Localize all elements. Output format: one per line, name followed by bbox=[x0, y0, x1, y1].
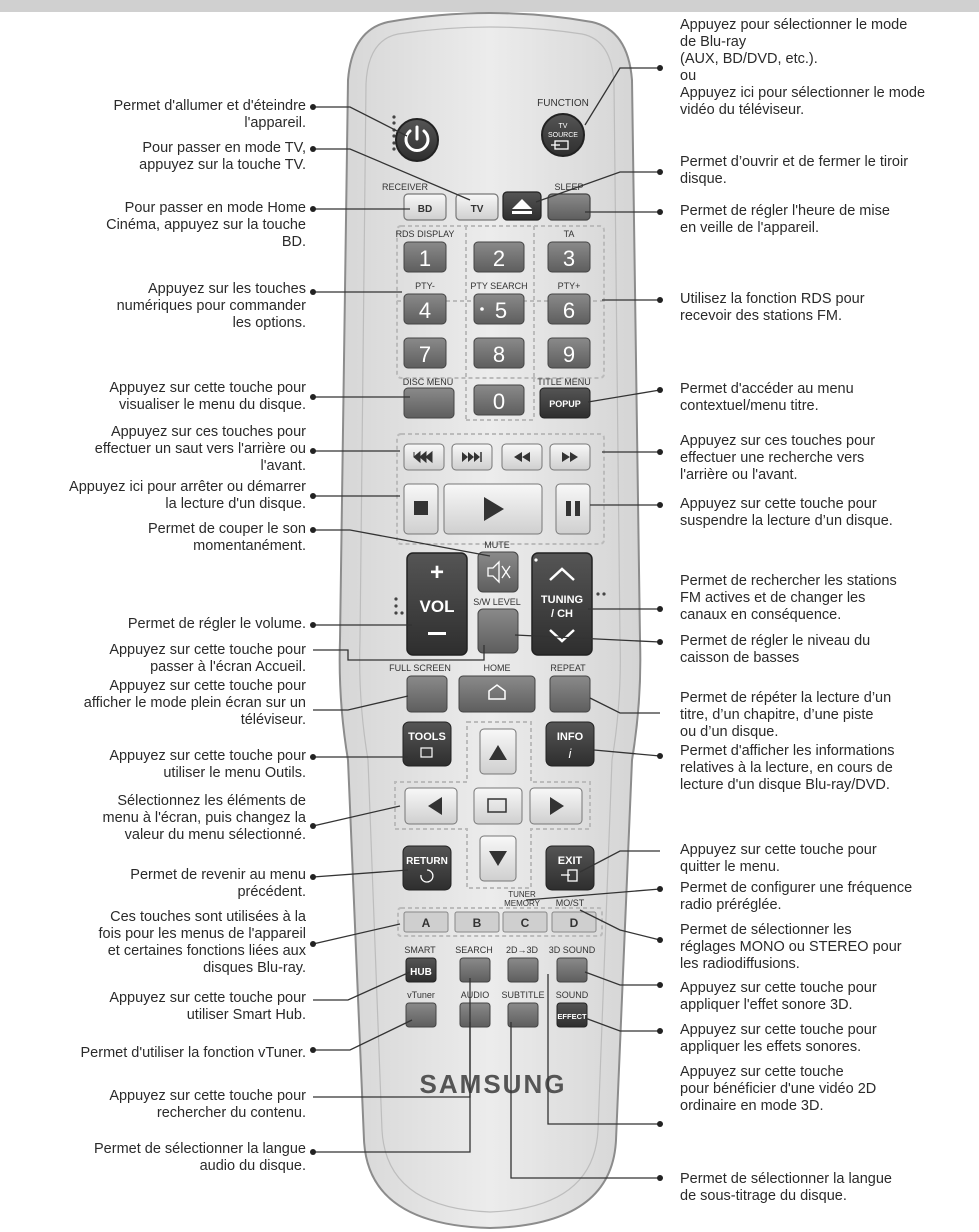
svg-text:2D→3D: 2D→3D bbox=[505, 945, 539, 955]
label-full-screen: Appuyez sur cette touche pour afficher le mode plein écran sur un téléviseur. bbox=[83, 678, 306, 728]
label-skip: Appuyez sur ces touches pour effectuer un saut vers l'arrière ou l'avant. bbox=[94, 424, 306, 474]
svg-text:BD: BD bbox=[417, 204, 433, 215]
svg-text:SMART: SMART bbox=[404, 945, 436, 955]
label-disc-menu: Appuyez sur cette touche pour visualiser le menu du disque. bbox=[109, 380, 306, 413]
svg-text:8: 8 bbox=[492, 342, 506, 367]
svg-text:MUTE: MUTE bbox=[484, 540, 510, 550]
svg-text:DISC MENU: DISC MENU bbox=[402, 377, 454, 387]
label-tuning: Permet de rechercher les stations FM actives et de changer les canaux en conséquence. bbox=[680, 573, 897, 623]
svg-text:/ CH: / CH bbox=[551, 608, 573, 620]
svg-text:1: 1 bbox=[418, 246, 432, 271]
svg-text:FULL SCREEN: FULL SCREEN bbox=[389, 663, 451, 673]
svg-text:A: A bbox=[421, 916, 431, 930]
svg-text:3D SOUND: 3D SOUND bbox=[548, 945, 596, 955]
label-subtitle: Permet de sélectionner la langue de sous-titrage du disque. bbox=[680, 1171, 892, 1204]
svg-text:3: 3 bbox=[562, 246, 576, 271]
label-rds: Utilisez la fonction RDS pour recevoir des stations FM. bbox=[680, 291, 865, 324]
label-power: Permet d'allumer et d'éteindre l'appareil. bbox=[113, 98, 306, 131]
label-info: Permet d'afficher les informations relatives à la lecture, en cours de lecture d'un disque Blu-ray/DVD. bbox=[680, 743, 895, 793]
svg-text:TV: TV bbox=[470, 204, 484, 215]
label-tv: Pour passer en mode TV, appuyez sur la touche TV. bbox=[139, 140, 306, 173]
svg-text:POPUP: POPUP bbox=[549, 399, 581, 409]
svg-text:4: 4 bbox=[418, 298, 432, 323]
svg-text:SUBTITLE: SUBTITLE bbox=[501, 990, 545, 1000]
label-bd: Pour passer en mode Home Cinéma, appuyez sur la touche BD. bbox=[106, 200, 306, 250]
svg-text:HUB: HUB bbox=[410, 967, 432, 978]
svg-text:RETURN: RETURN bbox=[406, 856, 448, 867]
label-3d-sound: Appuyez sur cette touche pour appliquer l'effet sonore 3D. bbox=[680, 980, 877, 1013]
svg-text:D: D bbox=[569, 916, 579, 930]
label-smart-hub: Appuyez sur cette touche pour utiliser Smart Hub. bbox=[109, 990, 306, 1023]
svg-text:AUDIO: AUDIO bbox=[460, 990, 490, 1000]
svg-text:TUNER: TUNER bbox=[508, 890, 536, 899]
label-audio: Permet de sélectionner la langue audio du disque. bbox=[94, 1141, 306, 1174]
svg-text:TITLE MENU: TITLE MENU bbox=[537, 377, 591, 387]
label-sleep: Permet de régler l'heure de mise en veille de l'appareil. bbox=[680, 203, 890, 236]
svg-text:SLEEP: SLEEP bbox=[554, 182, 584, 192]
svg-text:TUNING: TUNING bbox=[540, 594, 584, 606]
svg-text:PTY-: PTY- bbox=[415, 281, 435, 291]
svg-text:MO/ST: MO/ST bbox=[555, 898, 585, 908]
svg-text:i: i bbox=[568, 746, 572, 761]
label-return: Permet de revenir au menu précédent. bbox=[130, 867, 306, 900]
label-eject: Permet d’ouvrir et de fermer le tiroir disque. bbox=[680, 154, 909, 187]
label-stop-play: Appuyez ici pour arrêter ou démarrer la lecture d'un disque. bbox=[69, 479, 306, 512]
svg-text:PTY+: PTY+ bbox=[557, 281, 581, 291]
svg-text:TA: TA bbox=[563, 229, 575, 239]
label-pause: Appuyez sur cette touche pour suspendre la lecture d’un disque. bbox=[680, 496, 893, 529]
label-nav: Sélectionnez les éléments de menu à l'écran, puis changez la valeur du menu sélectionné. bbox=[102, 793, 306, 843]
svg-text:VOL: VOL bbox=[419, 597, 455, 616]
label-abcd: Ces touches sont utilisées à la fois pour les menus de l'appareil et certaines fonctions liées aux disques Blu-ray. bbox=[98, 909, 306, 976]
svg-text:vTuner: vTuner bbox=[407, 990, 435, 1000]
label-mo-st: Permet de sélectionner les réglages MONO ou STEREO pour les radiodiffusions. bbox=[680, 922, 902, 972]
svg-text:REPEAT: REPEAT bbox=[550, 663, 586, 673]
svg-text:EFFECT: EFFECT bbox=[557, 1012, 587, 1021]
svg-text:INFO: INFO bbox=[556, 731, 584, 743]
label-search: Appuyez sur cette touche pour rechercher du contenu. bbox=[109, 1088, 306, 1121]
svg-text:B: B bbox=[472, 916, 482, 930]
label-home: Appuyez sur cette touche pour passer à l'écran Accueil. bbox=[109, 642, 306, 675]
label-numbers: Appuyez sur les touches numériques pour commander les options. bbox=[116, 281, 306, 331]
svg-text:TOOLS: TOOLS bbox=[408, 731, 446, 743]
svg-text:EXIT: EXIT bbox=[557, 855, 583, 867]
svg-text:RDS DISPLAY: RDS DISPLAY bbox=[395, 229, 455, 239]
svg-text:MEMORY: MEMORY bbox=[504, 899, 540, 908]
svg-text:7: 7 bbox=[418, 342, 432, 367]
svg-text:SOURCE: SOURCE bbox=[548, 132, 578, 139]
svg-text:+: + bbox=[429, 559, 445, 586]
svg-text:SEARCH: SEARCH bbox=[455, 945, 493, 955]
svg-text:9: 9 bbox=[562, 342, 576, 367]
svg-text:0: 0 bbox=[492, 389, 506, 414]
label-sound-effect: Appuyez sur cette touche pour appliquer les effets sonores. bbox=[680, 1022, 877, 1055]
label-popup: Permet d'accéder au menu contextuel/menu titre. bbox=[680, 381, 854, 414]
svg-text:SOUND: SOUND bbox=[555, 990, 589, 1000]
svg-text:6: 6 bbox=[562, 298, 576, 323]
svg-text:HOME: HOME bbox=[483, 663, 511, 673]
label-repeat: Permet de répéter la lecture d’un titre, d’un chapitre, d’une piste ou d’un disque. bbox=[680, 690, 892, 740]
label-2d-3d: Appuyez sur cette touche pour bénéficier d'une vidéo 2D ordinaire en mode 3D. bbox=[680, 1064, 877, 1114]
label-search-fwd: Appuyez sur ces touches pour effectuer une recherche vers l'arrière ou l'avant. bbox=[680, 433, 876, 483]
label-vtuner: Permet d'utiliser la fonction vTuner. bbox=[80, 1045, 306, 1061]
function-label: FUNCTION bbox=[537, 98, 589, 109]
label-mute: Permet de couper le son momentanément. bbox=[148, 521, 306, 554]
label-tuner-memory: Permet de configurer une fréquence radio préréglée. bbox=[680, 880, 913, 913]
svg-text:TV: TV bbox=[558, 123, 568, 130]
label-volume: Permet de régler le volume. bbox=[127, 616, 306, 632]
svg-text:PTY SEARCH: PTY SEARCH bbox=[470, 281, 528, 291]
svg-text:RECEIVER: RECEIVER bbox=[382, 182, 429, 192]
svg-text:C: C bbox=[520, 916, 530, 930]
label-function: Appuyez pour sélectionner le mode de Blu-ray (AUX, BD/DVD, etc.). ou Appuyez ici pour sélectionner le mode vidéo du téléviseur. bbox=[680, 17, 926, 118]
brand-logo: SAMSUNG bbox=[419, 1069, 567, 1099]
label-sw-level: Permet de régler le niveau du caisson de basses bbox=[680, 633, 871, 666]
svg-text:2: 2 bbox=[492, 246, 506, 271]
label-tools: Appuyez sur cette touche pour utiliser le menu Outils. bbox=[109, 748, 306, 781]
label-exit: Appuyez sur cette touche pour quitter le menu. bbox=[680, 842, 877, 875]
svg-text:5: 5 bbox=[494, 298, 508, 323]
svg-text:S/W LEVEL: S/W LEVEL bbox=[473, 597, 521, 607]
